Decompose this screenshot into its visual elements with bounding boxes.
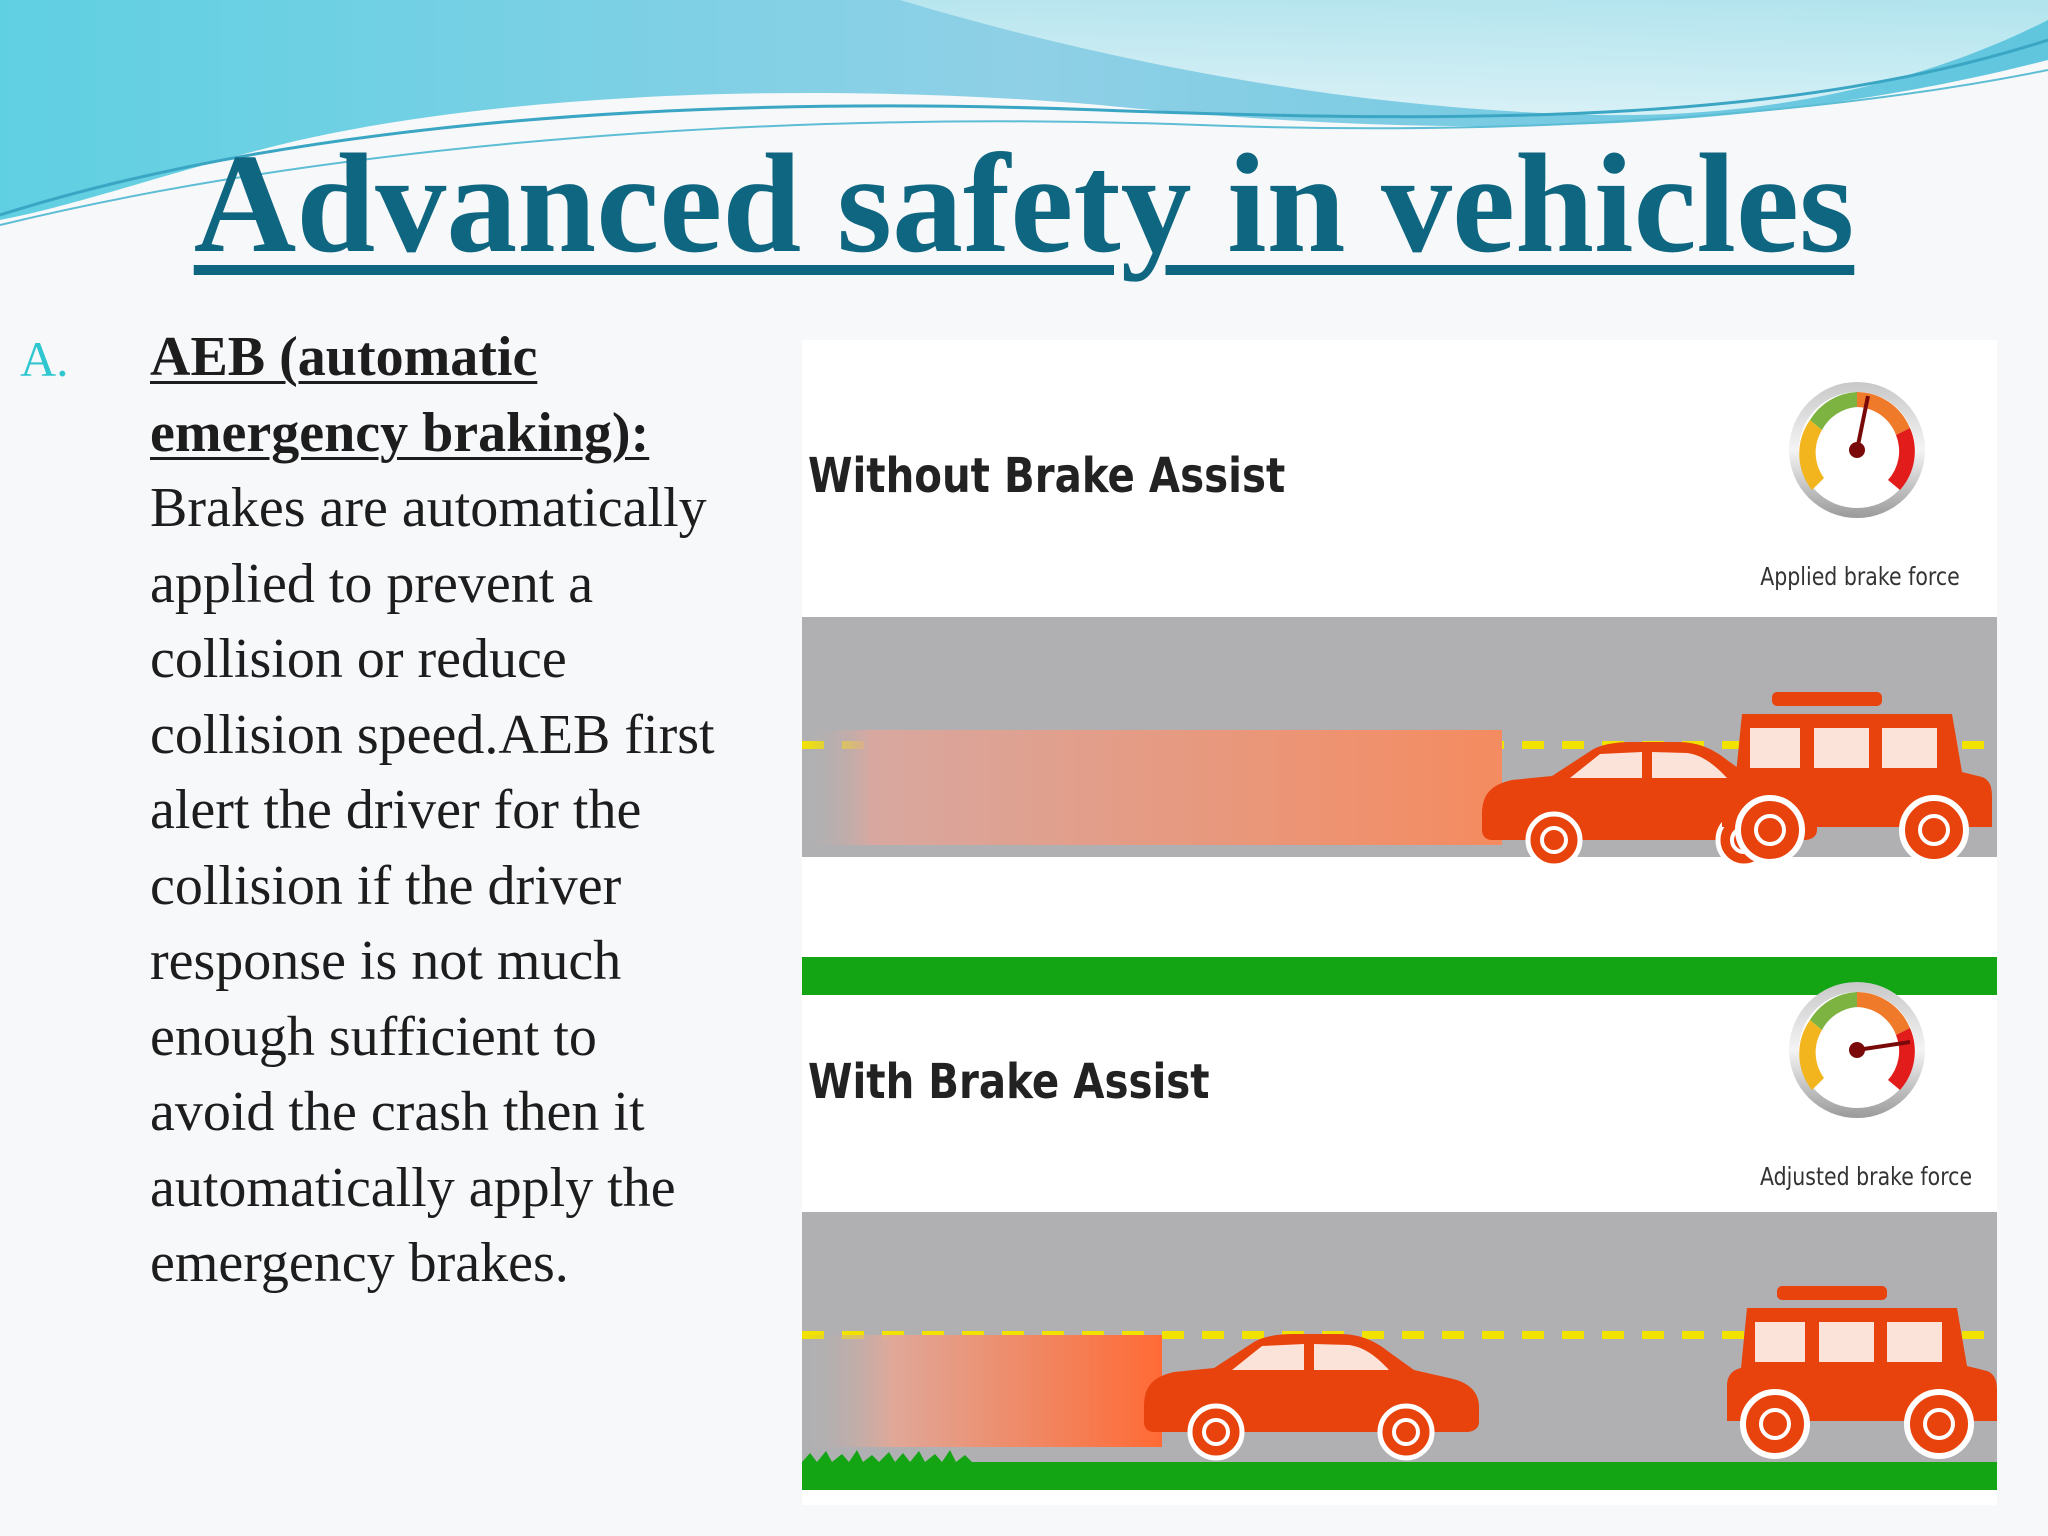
- bullet-marker: A.: [20, 331, 69, 387]
- gauge-applied-brake-force-icon: [1789, 382, 1925, 518]
- bullet-body: Brakes are automatically applied to prevent a collision or reduce collision speed.AEB first alert the driver for the collision if the driver response is not much enough sufficient to avoid the crash then it automatically apply the emergency brakes.: [150, 477, 715, 1294]
- adjusted-brake-force-caption: Adjusted brake force: [1759, 1162, 1973, 1191]
- gauge-adjusted-brake-force-icon: [1789, 982, 1925, 1118]
- brake-assist-figure: [802, 340, 1997, 1505]
- slide-title: Advanced safety in vehicles: [193, 124, 1855, 282]
- with-brake-assist-label: With Brake Assist: [808, 1054, 1210, 1110]
- without-brake-assist-label: Without Brake Assist: [808, 448, 1286, 504]
- bullet-text: [150, 320, 730, 1302]
- applied-brake-force-caption: Applied brake force: [1760, 562, 1960, 591]
- bullet-heading: AEB (automatic emergency braking):: [150, 326, 650, 464]
